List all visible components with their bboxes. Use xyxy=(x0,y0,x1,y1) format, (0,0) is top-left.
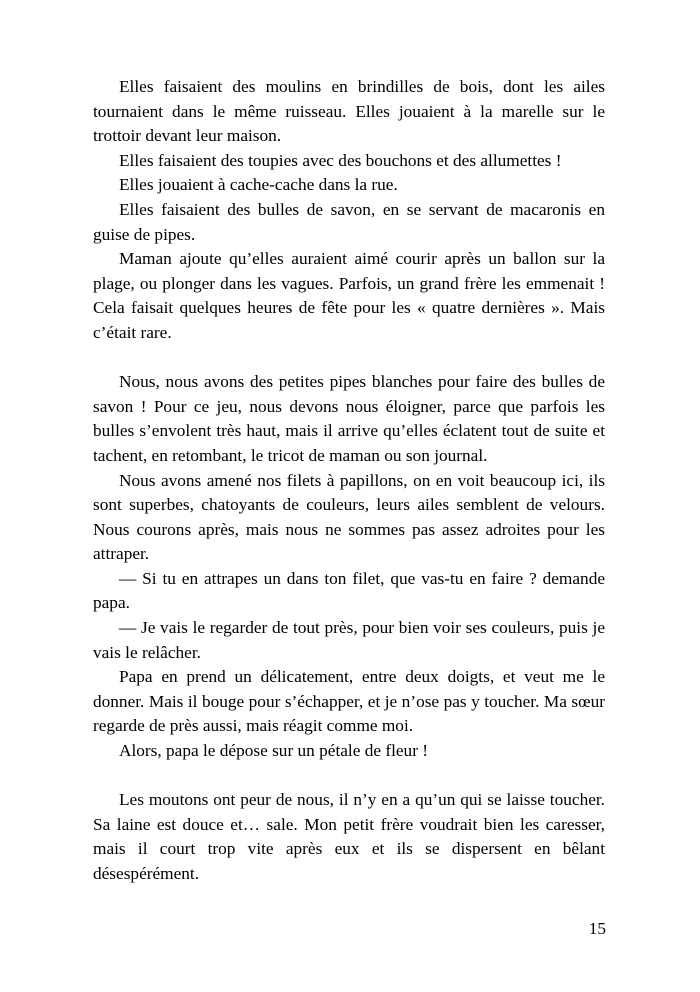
paragraph: Alors, papa le dépose sur un pétale de fleur ! xyxy=(119,741,429,761)
paragraph: Elles faisaient des bulles de savon, en se servant de macaronis en guise de pipes. xyxy=(93,199,605,244)
paragraph: Elles jouaient à cache-cache dans la rue. xyxy=(119,175,398,195)
paragraph: Elles faisaient des toupies avec des bouchons et des allumettes ! xyxy=(119,150,562,170)
paragraph: — Si tu en attrapes un dans ton filet, que vas-tu en faire ? demande papa. xyxy=(93,568,605,613)
paragraph: Les moutons ont peur de nous, il n’y en a qu’un qui se laisse toucher. Sa laine est douce et… sale. Mon petit frère voudrait bien les caresser, mais il court trop vite après eux et ils se dispersent en bêlant désespérément. xyxy=(93,790,605,883)
paragraph: Nous avons amené nos filets à papillons, on en voit beaucoup ici, ils sont superbes, chatoyants de couleurs, leurs ailes semblent de velours. Nous courons après, mais nous ne sommes pas assez adroites pour les attraper. xyxy=(93,470,605,564)
paragraph: Elles faisaient des moulins en brindilles de bois, dont les ailes tournaient dans le même ruisseau. Elles jouaient à la marelle sur le trottoir devant leur maison. xyxy=(93,77,605,146)
body-text xyxy=(93,75,605,887)
page-number: 15 xyxy=(588,919,606,938)
paragraph: Maman ajoute qu’elles auraient aimé courir après un ballon sur la plage, ou plonger dans les vagues. Parfois, un grand frère les emmenait ! Cela faisait quelques heures de fête pour les « quatre dernières ». Mais c’était rare. xyxy=(93,249,605,342)
paragraph: — Je vais le regarder de tout près, pour bien voir ses couleurs, puis je vais le relâcher. xyxy=(93,618,605,662)
paragraph: Nous, nous avons des petites pipes blanches pour faire des bulles de savon ! Pour ce jeu, nous devons nous éloigner, parce que parfois les bulles s’envolent très haut, mais il arrive qu’elles éclatent tout de suite et tachent, en retombant, le tricot de maman ou son journal. xyxy=(93,372,605,465)
paragraph: Papa en prend un délicatement, entre deux doigts, et veut me le donner. Mais il bouge pour s’échapper, et je n’ose pas y toucher. Ma sœur regarde de près aussi, mais réagit comme moi. xyxy=(93,667,605,736)
